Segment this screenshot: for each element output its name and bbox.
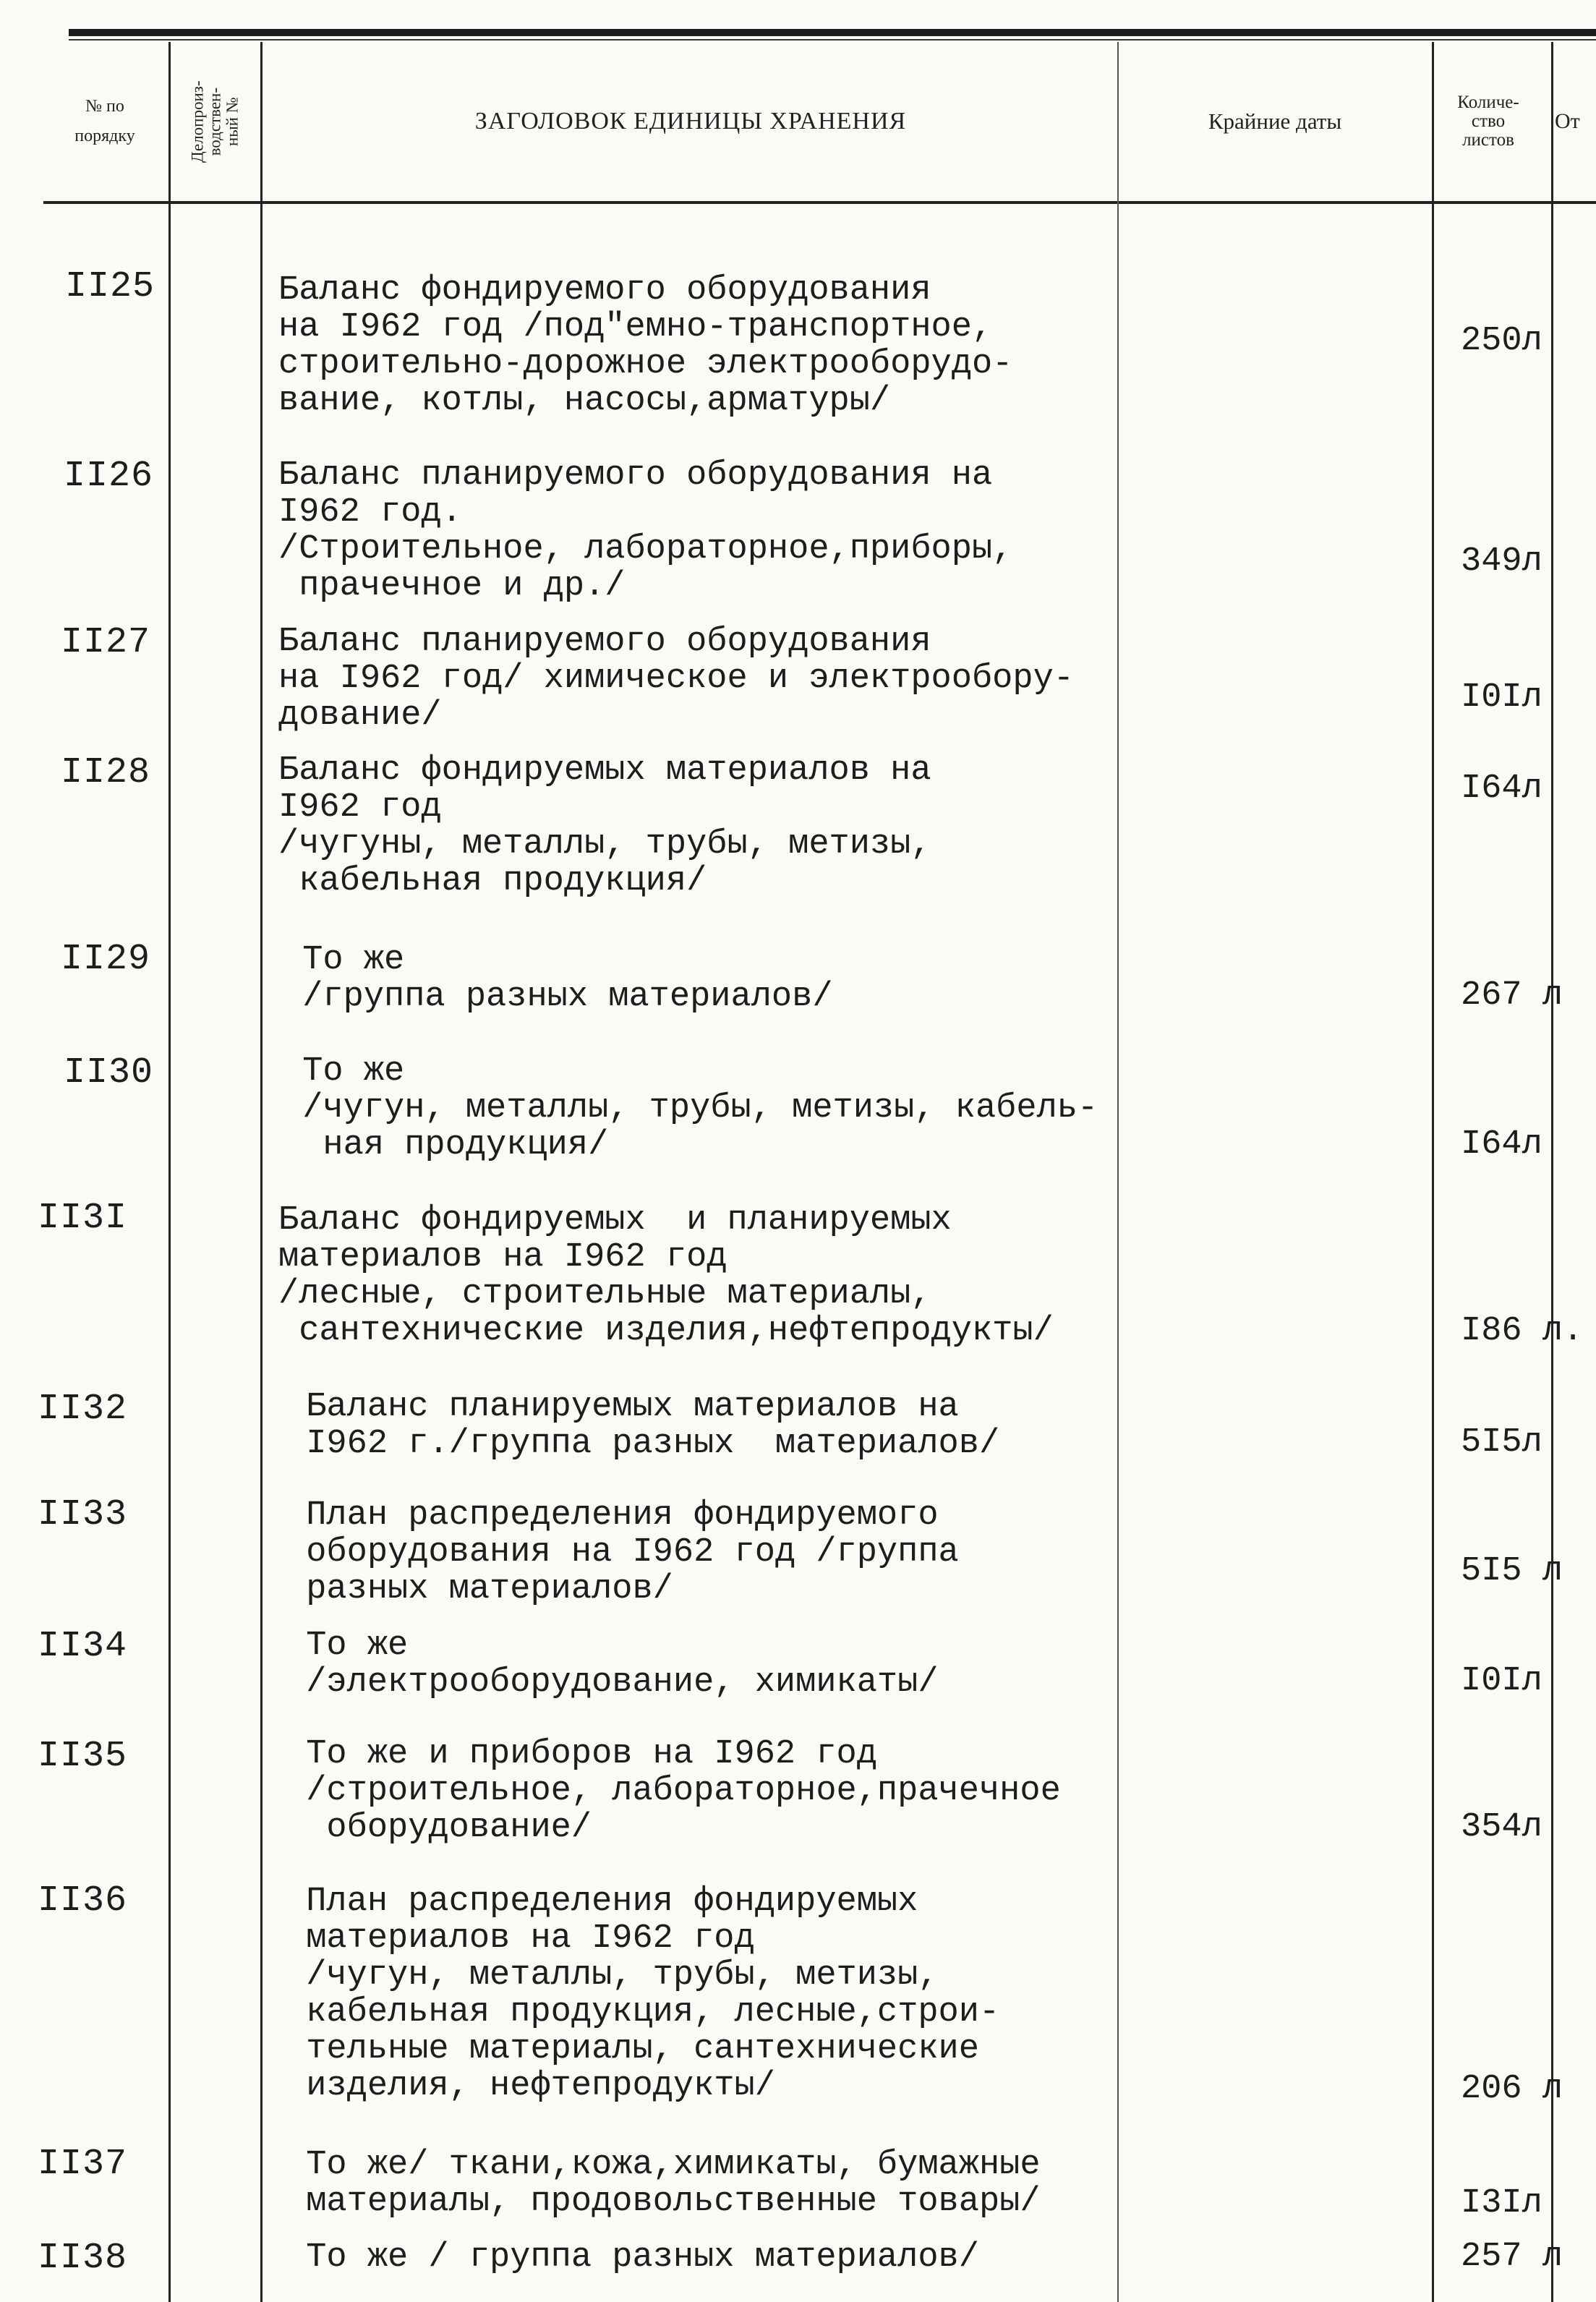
row-number: II36 [38, 1880, 128, 1922]
row-sheets: 5I5 л [1461, 1552, 1563, 1590]
row-sheets: I64л [1461, 1125, 1542, 1164]
row-title: План распределения фондируемого оборудования на I962 год /группа разных материалов/ [306, 1496, 959, 1608]
row-sheets: 349л [1461, 542, 1542, 581]
row-number: II37 [38, 2144, 128, 2185]
row-title: Баланс планируемого оборудования на I962 год. /Строительное, лабораторное,приборы, прачечное и др./ [278, 456, 1013, 605]
column-rule-3 [1117, 42, 1119, 2302]
header-col-dates: Крайние даты [1208, 108, 1342, 134]
header-col-sheets [1434, 42, 1542, 201]
header-col-case-number [172, 42, 259, 201]
row-number: II34 [38, 1626, 128, 1667]
row-number: II25 [65, 266, 155, 307]
header-bottom-rule [43, 201, 1596, 204]
row-number: II38 [38, 2238, 128, 2279]
row-title: Баланс фондируемых и планируемых материалов на I962 год /лесные, строительные материалы, сантехнические изделия,нефтепродукты/ [278, 1201, 1054, 1350]
header-col-case-number-label: Делопроиз- водствен- ный № [188, 80, 242, 163]
header-col-sheets-line1: Количе- [1457, 92, 1519, 112]
row-sheets: I3Iл [1461, 2184, 1542, 2222]
row-number: II32 [38, 1389, 128, 1430]
row-number: II33 [38, 1494, 128, 1535]
row-title: План распределения фондируемых материалов на I962 год /чугун, металлы, трубы, метизы, кабельная продукция, лесные,строи- тельные материалы, сантехнические изделия, нефтепродукты/ [306, 1883, 1000, 2105]
header-col-sheets-line3: листов [1462, 130, 1514, 150]
header-col-number-line2: порядку [74, 127, 135, 145]
row-title: То же и приборов на I962 год /строительное, лабораторное,прачечное оборудование/ [306, 1735, 1061, 1847]
row-title: То же /группа разных материалов/ [302, 941, 833, 1016]
row-number: II26 [64, 456, 154, 497]
column-rule-1 [168, 42, 171, 2302]
row-number: II3I [38, 1198, 128, 1239]
row-title: Баланс планируемых материалов на I962 г./группа разных материалов/ [306, 1388, 1000, 1463]
row-sheets: I86 л. [1461, 1312, 1584, 1350]
row-number: II35 [38, 1736, 128, 1777]
row-sheets: 267 л [1461, 976, 1563, 1015]
header-top-rule [69, 29, 1596, 36]
row-title: Баланс планируемого оборудования на I962 год/ химическое и электрообору- дование/ [278, 623, 1074, 735]
row-title: Баланс фондируемых материалов на I962 год /чугуны, металлы, трубы, метизы, кабельная продукция/ [278, 751, 931, 900]
header-col-number-line1: № по [85, 97, 124, 116]
row-title: То же /электрооборудование, химикаты/ [306, 1627, 939, 1702]
row-number: II28 [61, 752, 151, 793]
row-title: То же / группа разных материалов/ [286, 2238, 979, 2277]
row-sheets: I0Iл [1461, 1662, 1542, 1700]
row-sheets: 354л [1461, 1808, 1542, 1846]
row-title: То же/ ткани,кожа,химикаты, бумажные материалы, продовольственные товары/ [306, 2146, 1041, 2221]
row-title: То же /чугун, металлы, трубы, метизы, кабель- ная продукция/ [302, 1052, 1098, 1164]
header-col-title: ЗАГОЛОВОК ЕДИНИЦЫ ХРАНЕНИЯ [474, 108, 907, 135]
row-sheets: 257 л [1461, 2238, 1563, 2276]
row-sheets: I0Iл [1461, 678, 1542, 717]
row-title: Баланс фондируемого оборудования на I962 год /под"емно-транспортное, строительно-дорожное электрооборудо- вание, котлы, насосы,арматуры/ [278, 271, 1013, 420]
header-col-notes: От [1555, 109, 1580, 133]
row-number: II27 [61, 622, 151, 663]
column-rule-2 [260, 42, 263, 2302]
row-sheets: I64л [1461, 770, 1542, 808]
row-sheets: 250л [1461, 322, 1542, 360]
row-number: II29 [61, 939, 151, 980]
row-sheets: 5I5л [1461, 1423, 1542, 1462]
header-col-number [43, 42, 166, 201]
column-rule-5 [1551, 42, 1553, 2302]
row-sheets: 206 л [1461, 2070, 1563, 2108]
header-col-sheets-line2: ство [1471, 111, 1506, 131]
column-rule-4 [1432, 42, 1434, 2302]
row-number: II30 [64, 1052, 154, 1094]
header-top-rule-thin [69, 39, 1596, 41]
